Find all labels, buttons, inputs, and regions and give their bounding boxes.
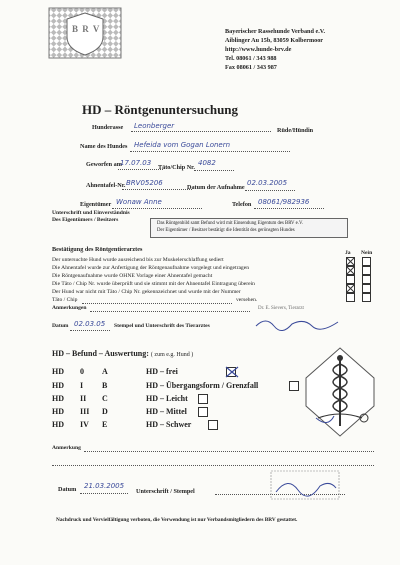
yes-label: Ja — [345, 250, 351, 256]
owner-label: Eigentümer — [80, 201, 112, 208]
hd-row-0-desc: HD – frei — [146, 367, 178, 376]
xray-date-label: Datum der Aufnahme — [187, 184, 245, 191]
vet-title: Bestätigung des Röntgentierarztes — [52, 246, 143, 253]
org-website: http://www.hunde-brv.de — [225, 46, 292, 53]
hd-row-2-roman: II — [80, 394, 87, 403]
vet-statement-7: versehen. — [236, 297, 258, 303]
consent-title: Unterschrift und Einverständnis — [52, 210, 130, 216]
org-fax: Fax 08061 / 343 987 — [225, 64, 277, 71]
hd-row-0-hd: HD — [52, 367, 64, 376]
hd-row-3-desc: HD – Mittel — [146, 407, 187, 416]
hd-row-0-roman: 0 — [80, 367, 84, 376]
hd-row-2-desc: HD – Leicht — [146, 394, 188, 403]
hd-row-0-letter: A — [102, 367, 108, 376]
hd-row-3-hd: HD — [52, 407, 64, 416]
result-remark-label: Anmerkung — [52, 445, 81, 451]
hd-row-2-hd: HD — [52, 394, 64, 403]
name-value: Hefeida vom Gogan Lonern — [134, 141, 231, 149]
check-nopedigree-no[interactable] — [362, 275, 371, 284]
consent-line-1: Das Röntgenbild samt Befund wird mit Einsendung Eigentum des BRV e.V. — [157, 221, 303, 226]
hd-row-4-desc: HD – Schwer — [146, 420, 192, 429]
check-chip-yes[interactable] — [346, 284, 355, 293]
no-label: Nein — [361, 250, 373, 256]
vet-date-value: 02.03.05 — [74, 320, 106, 328]
result-title-note: ( zum e.g. Hund ) — [150, 352, 194, 358]
result-stamp — [270, 470, 340, 500]
result-date-label: Datum — [58, 486, 77, 493]
check-sedation-yes[interactable] — [346, 257, 355, 266]
vet-stamp-text: Dr. E. Sievers, Tierarzt — [258, 306, 304, 311]
hd-row-1-desc: HD – Übergangsform / Grenzfall — [146, 381, 259, 390]
hd-row-3-letter: D — [102, 407, 108, 416]
check-pedigree-no[interactable] — [362, 266, 371, 275]
born-label: Geworfen am — [86, 161, 122, 168]
consent-line-2: Der Eigentümer / Besitzer bestätigt die Identität des gerönsgten Hundes — [157, 228, 295, 233]
hd-row-2-checkbox[interactable] — [198, 394, 208, 404]
brv-logo — [48, 7, 122, 59]
vet-date-label: Datum — [52, 323, 69, 329]
chip-value: 4082 — [198, 159, 216, 167]
hd-row-3-roman: III — [80, 407, 90, 416]
born-value: 17.07.03 — [120, 159, 152, 167]
vet-statement-1: Der untersuchte Hund wurde ausreichend bis zur Muskelerschlaffung sediert — [52, 257, 224, 263]
hd-row-1-checkbox[interactable] — [289, 381, 299, 391]
result-title — [52, 349, 193, 358]
check-nochip-yes[interactable] — [346, 293, 355, 302]
page-title: HD – Röntgenuntersuchung — [82, 102, 239, 117]
vet-statement-4: Die Täto / Chip Nr. wurde überprüft und sie stimmt mit der Ahnentafel Eintragung überein — [52, 281, 255, 287]
consent-box — [150, 218, 348, 238]
hd-row-4-hd: HD — [52, 420, 64, 429]
chip-label: Täto/Chip Nr. — [158, 164, 195, 171]
check-sedation-no[interactable] — [362, 257, 371, 266]
org-name: Bayerischer Rassehunde Verband e.V. — [225, 28, 325, 35]
check-nochip-no[interactable] — [362, 293, 371, 302]
phone-value: 08061/982936 — [258, 198, 310, 206]
pedigree-label: Ahnentafel-Nr. — [86, 182, 126, 189]
breed-label: Hunderasse — [92, 124, 124, 131]
hd-row-4-letter: E — [102, 420, 108, 429]
org-tel: Tel. 08061 / 343 988 — [225, 55, 277, 62]
consent-subtitle: Des Eigentümers / Besitzers — [52, 217, 119, 223]
vet-statement-2: Die Ahnentafel wurde zur Anfertigung der Röntgenaufnahme vorgelegt und eingetragen — [52, 265, 250, 271]
org-address: Aiblinger Au 15b, 83059 Kolbermoor — [225, 37, 324, 44]
vet-caduceus-stamp — [304, 346, 376, 438]
result-title-text: HD – Befund – Auswertung: — [52, 349, 149, 358]
owner-value: Wonaw Anne — [116, 198, 162, 206]
remarks-label: Anmerkungen — [52, 305, 87, 311]
hd-row-4-roman: IV — [80, 420, 89, 429]
hd-row-3-checkbox[interactable] — [198, 407, 208, 417]
vet-statement-3: Die Röntgenaufnahme wurde OHNE Vorlage einer Ahnentafel gemacht — [52, 273, 213, 279]
check-nopedigree-yes[interactable] — [346, 275, 355, 284]
name-label: Name des Hundes — [80, 143, 128, 150]
hd-row-0-checkbox[interactable] — [226, 367, 236, 377]
hd-row-1-roman: I — [80, 381, 84, 390]
breed-value: Leonberger — [134, 122, 175, 130]
vet-statement-6: Täto / Chip — [52, 297, 78, 303]
sex-label: Rüde/Hündin — [277, 127, 314, 134]
check-pedigree-yes[interactable] — [346, 266, 355, 275]
hd-row-1-letter: B — [102, 381, 108, 390]
vet-signature — [252, 314, 342, 332]
phone-label: Telefon — [232, 201, 252, 208]
result-date-value: 21.03.2005 — [84, 482, 125, 490]
vet-stamp-label: Stempel und Unterschrift des Tierarztes — [114, 323, 210, 329]
xray-date-value: 02.03.2005 — [247, 179, 288, 187]
hd-row-4-checkbox[interactable] — [208, 420, 218, 430]
check-chip-no[interactable] — [362, 284, 371, 293]
result-sign-label: Unterschrift / Stempel — [136, 488, 195, 495]
logo-lettering: B R V — [72, 24, 101, 34]
pedigree-value: BRV05206 — [126, 179, 163, 187]
hd-row-2-letter: C — [102, 394, 108, 403]
footer-note: Nachdruck und Vervielfältigung verboten, die Verwendung ist nur Verbandsmitgliedern des BRV gestattet. — [56, 517, 298, 523]
vet-statement-5: Der Hund war nicht mit Täto / Chip Nr. gekennzeichnet und wurde mit der Nummer — [52, 289, 241, 295]
hd-row-1-hd: HD — [52, 381, 64, 390]
